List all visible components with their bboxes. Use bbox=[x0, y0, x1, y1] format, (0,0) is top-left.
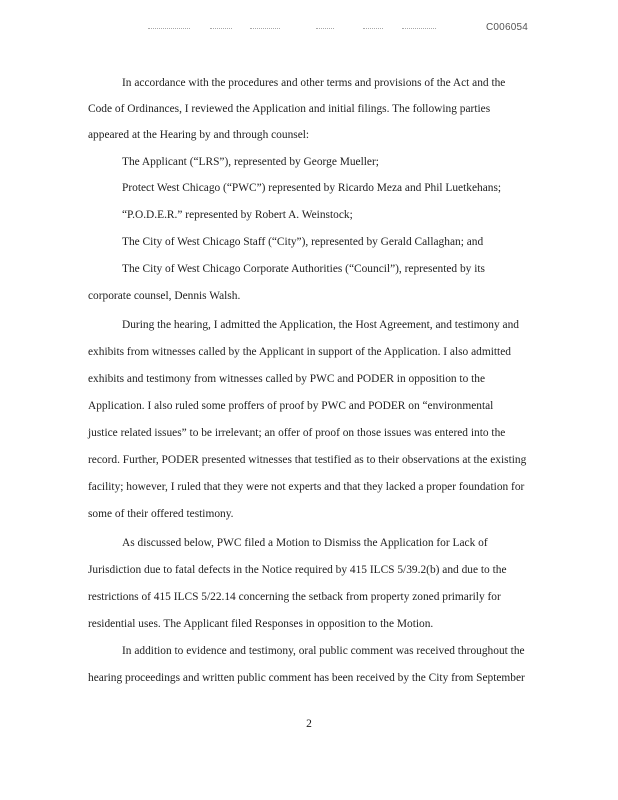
body-line: As discussed below, PWC filed a Motion to Dismiss the Application for Lack of bbox=[122, 537, 488, 549]
body-line: record. Further, PODER presented witnesses that testified as to their observations at the existing bbox=[88, 454, 527, 466]
party-line: The City of West Chicago Staff (“City”), represented by Gerald Callaghan; and bbox=[122, 236, 484, 248]
body-line: During the hearing, I admitted the Application, the Host Agreement, and testimony and bbox=[122, 319, 519, 331]
body-line: some of their offered testimony. bbox=[88, 508, 234, 520]
body-line: residential uses. The Applicant filed Responses in opposition to the Motion. bbox=[88, 618, 434, 630]
body-line: In accordance with the procedures and other terms and provisions of the Act and the bbox=[122, 77, 506, 89]
body-line: appeared at the Hearing by and through counsel: bbox=[88, 129, 310, 141]
body-line: corporate counsel, Dennis Walsh. bbox=[88, 290, 241, 302]
body-line: hearing proceedings and written public comment has been received by the City from September bbox=[88, 672, 525, 684]
body-line: facility; however, I ruled that they were not experts and that they lacked a proper foundation for bbox=[88, 481, 525, 493]
party-line: “P.O.D.E.R.” represented by Robert A. Weinstock; bbox=[122, 209, 353, 221]
body-line: Application. I also ruled some proffers of proof by PWC and PODER on “environmental bbox=[88, 400, 494, 412]
body-line: restrictions of 415 ILCS 5/22.14 concerning the setback from property zoned primarily for bbox=[88, 591, 501, 603]
party-line: Protect West Chicago (“PWC”) represented by Ricardo Meza and Phil Luetkehans; bbox=[122, 182, 502, 194]
bates-number: C006054 bbox=[486, 22, 528, 33]
party-line: The Applicant (“LRS”), represented by George Mueller; bbox=[122, 156, 379, 168]
body-line: Jurisdiction due to fatal defects in the Notice required by 415 ILCS 5/39.2(b) and due to the bbox=[88, 564, 507, 576]
body-line: justice related issues” to be irrelevant; an offer of proof on those issues was entered into the bbox=[88, 427, 506, 439]
party-line: The City of West Chicago Corporate Authorities (“Council”), represented by its bbox=[122, 263, 485, 275]
faint-header-marks bbox=[148, 28, 438, 36]
body-line: Code of Ordinances, I reviewed the Application and initial filings. The following parties bbox=[88, 103, 491, 115]
body-line: exhibits from witnesses called by the Applicant in support of the Application. I also admitted bbox=[88, 346, 511, 358]
body-line: exhibits and testimony from witnesses called by PWC and PODER in opposition to the bbox=[88, 373, 486, 385]
body-line: In addition to evidence and testimony, oral public comment was received throughout the bbox=[122, 645, 525, 657]
page-number: 2 bbox=[306, 718, 312, 730]
